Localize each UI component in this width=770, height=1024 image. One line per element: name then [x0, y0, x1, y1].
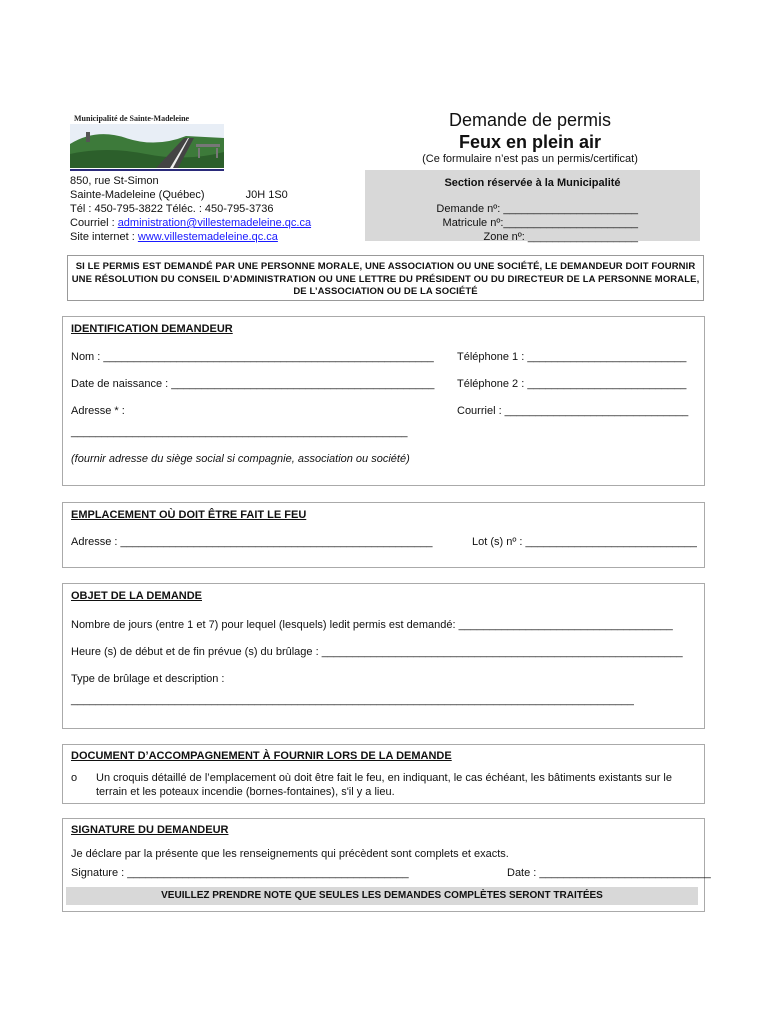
document-text-line1: Un croquis détaillé de l’emplacement où doit être fait le feu, en indiquant, le cas échéant, les bâtiments existants sur le [96, 772, 672, 784]
address-field-line[interactable]: _______________________________________________________ [71, 426, 408, 438]
declaration-text: Je déclare par la présente que les renseignements qui précèdent sont complets et exacts. [71, 848, 509, 860]
address-note: (fournir adresse du siège social si compagnie, association ou société) [71, 453, 410, 465]
identification-section [62, 316, 705, 486]
address-city-row [70, 188, 311, 202]
type-brulage-label: Type de brûlage et description : [71, 673, 225, 685]
identification-title: IDENTIFICATION DEMANDEUR [71, 323, 233, 335]
address-street: 850, rue St-Simon [70, 175, 159, 187]
objet-title: OBJET DE LA DEMANDE [71, 590, 202, 602]
email-label: Courriel : [70, 217, 118, 229]
demande-number-field[interactable]: Demande nº: ______________________ [436, 203, 638, 215]
reserved-section [365, 170, 700, 241]
address-site-row [70, 230, 311, 244]
objet-section [62, 583, 705, 729]
signature-section [62, 818, 711, 912]
address-email-row [70, 216, 311, 230]
municipality-address [70, 174, 311, 244]
signature-field[interactable]: Signature : ______________________________________________ [71, 867, 409, 879]
signature-title: SIGNATURE DU DEMANDEUR [71, 824, 229, 836]
birthdate-field[interactable]: Date de naissance : ___________________________________________ [71, 378, 435, 390]
address-city: Sainte-Madeleine (Québec) [70, 189, 205, 201]
form-subtitle: Feux en plein air [458, 132, 602, 152]
emplacement-address-field[interactable]: Adresse : ___________________________________________________ [71, 536, 433, 548]
document-text-line2: terrain et les poteaux incendie (bornes-fontaines), s'il y a lieu. [96, 786, 395, 798]
nom-field[interactable]: Nom : ______________________________________________________ [71, 351, 434, 363]
legal-entity-notice: SI LE PERMIS EST DEMANDÉ PAR UNE PERSONNE MORALE, UNE ASSOCIATION OU UNE SOCIÉTÉ, LE DEMANDEUR DOIT FOURNIR UNE RÉSOLUTION DU CONSEIL D’ADMINISTRATION OU UNE LETTRE DU PRÉSIDENT OU DU DIRECTEUR DE LA PERSONNE MORALE, DE L’ASSOCIATION OU DE LA SOCIÉTÉ [67, 255, 704, 301]
address-postal: J0H 1S0 [245, 189, 288, 201]
document-section [62, 744, 705, 804]
reserved-heading: Section réservée à la Municipalité [444, 177, 621, 189]
website-link[interactable]: www.villestemadeleine.qc.ca [137, 231, 278, 243]
municipality-logo [66, 108, 228, 172]
lot-number-field[interactable]: Lot (s) nº : ____________________________ [472, 536, 697, 548]
telephone1-field[interactable]: Téléphone 1 : __________________________ [457, 351, 687, 363]
complete-requests-note: VEUILLEZ PRENDRE NOTE QUE SEULES LES DEMANDES COMPLÈTES SERONT TRAITÉES [66, 887, 698, 905]
email-link[interactable]: administration@villestemadeleine.qc.ca [117, 217, 312, 229]
form-disclaimer: (Ce formulaire n’est pas un permis/certificat) [422, 153, 638, 165]
matricule-number-field[interactable]: Matricule nº:______________________ [442, 217, 638, 229]
address-field-label: Adresse * : [71, 405, 125, 417]
emplacement-title: EMPLACEMENT OÙ DOIT ÊTRE FAIT LE FEU [71, 509, 307, 521]
municipality-name: Municipalité de Sainte-Madeleine [74, 114, 190, 123]
emplacement-section [62, 502, 705, 568]
telephone2-field[interactable]: Téléphone 2 : __________________________ [457, 378, 687, 390]
document-title: DOCUMENT D’ACCOMPAGNEMENT À FOURNIR LORS DE LA DEMANDE [71, 750, 452, 762]
courriel-field[interactable]: Courriel : ______________________________ [457, 405, 689, 417]
type-brulage-field[interactable]: ____________________________________________________________________________________________ [71, 694, 634, 706]
bullet-icon: o [71, 772, 78, 784]
form-title: Demande de permis [448, 110, 612, 130]
address-phones: Tél : 450-795-3822 Téléc. : 450-795-3736 [70, 203, 274, 215]
date-field[interactable]: Date : ____________________________ [507, 867, 711, 879]
heure-brulage-field[interactable]: Heure (s) de début et de fin prévue (s) du brûlage : ___________________________________________________________ [71, 646, 683, 658]
nombre-jours-field[interactable]: Nombre de jours (entre 1 et 7) pour lequel (lesquels) ledit permis est demandé: ___________________________________ [71, 619, 673, 631]
zone-number-field[interactable]: Zone nº: __________________ [483, 231, 638, 243]
site-label: Site internet : [70, 231, 138, 243]
